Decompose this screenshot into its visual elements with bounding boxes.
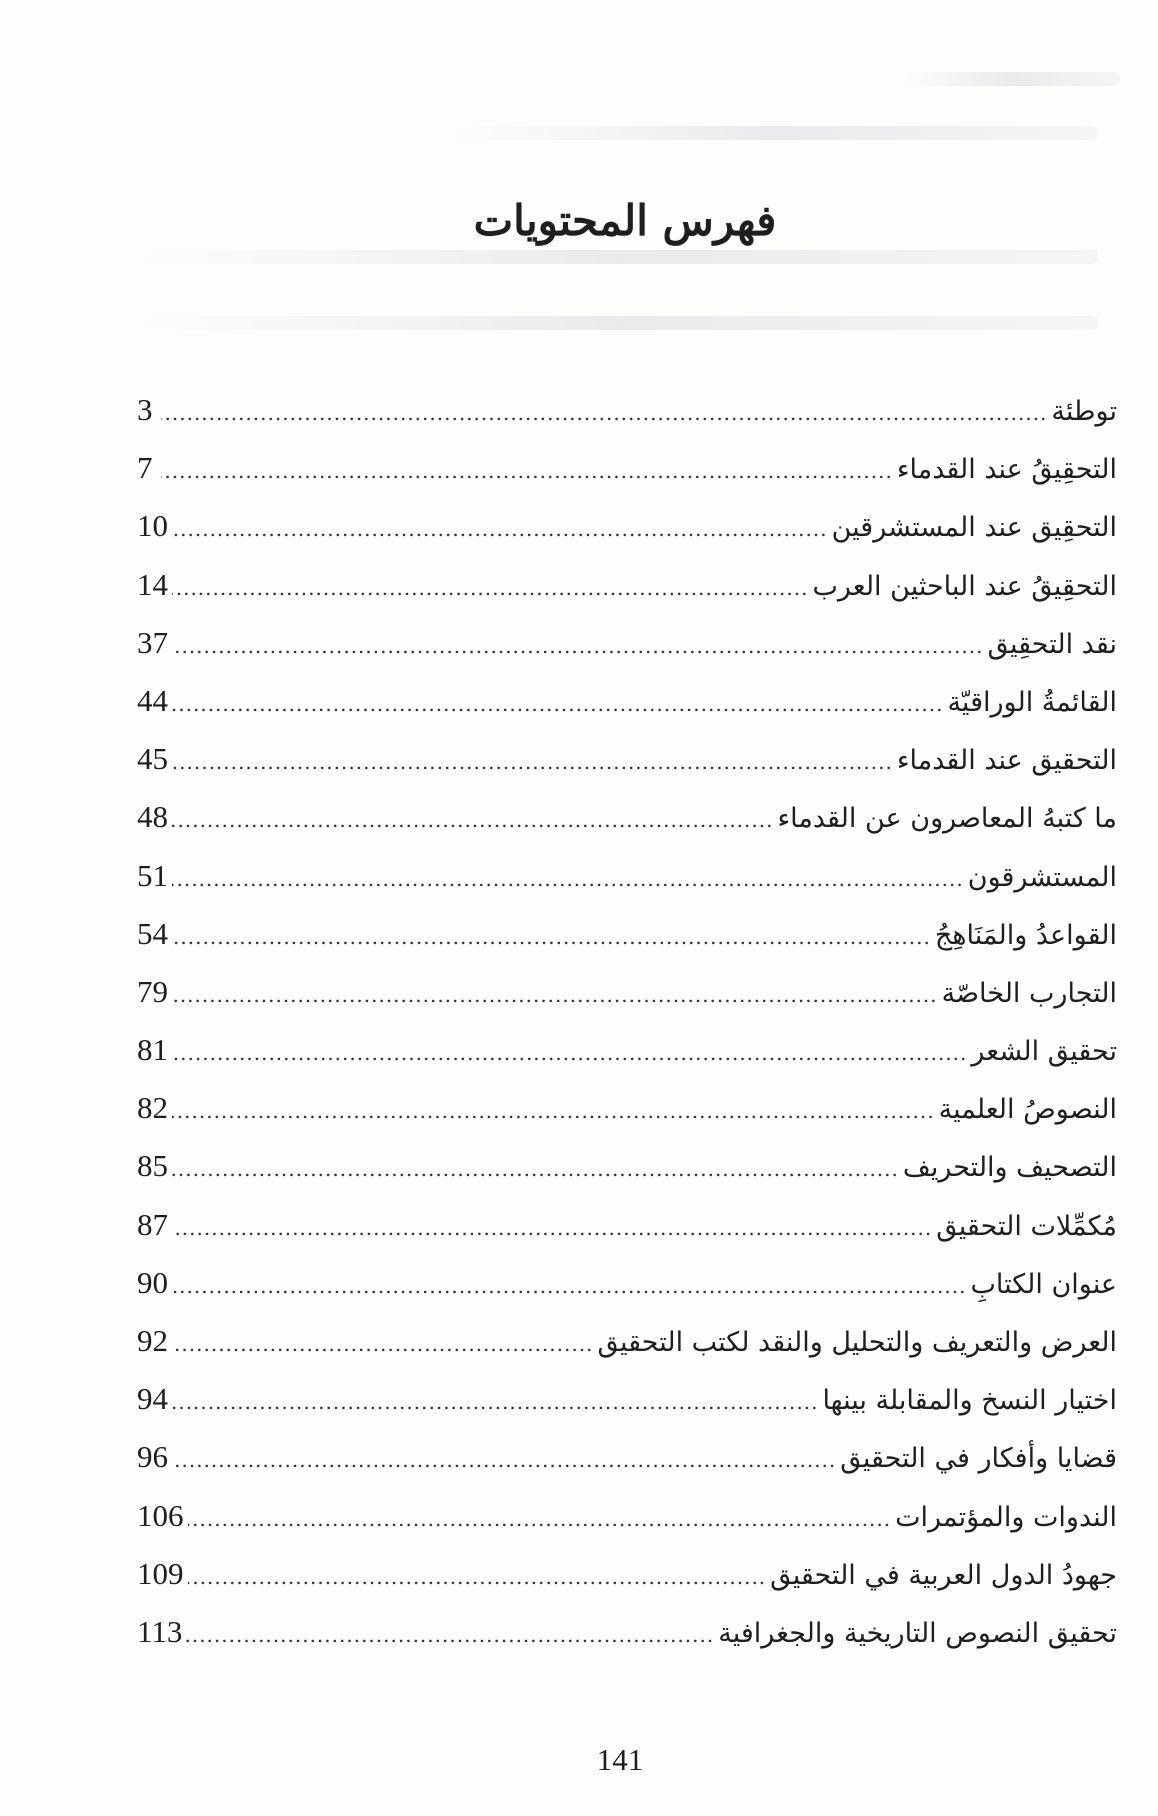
toc-entry-page: 87 — [137, 1206, 168, 1242]
toc-entry-title: نقد التحقِيق — [987, 628, 1117, 660]
toc-entry-title: القواعدُ والمَنَاهِجُ — [934, 919, 1117, 951]
dot-leader — [172, 1274, 966, 1298]
toc-entry-page: 37 — [137, 624, 168, 660]
toc-entry-title: التحقِيق عند المستشرقين — [831, 512, 1117, 544]
toc-entry — [137, 1614, 1117, 1672]
toc-entry-title: التحقيق عند القدماء — [896, 745, 1117, 777]
toc-entry — [137, 741, 1117, 799]
toc-entry — [137, 392, 1117, 450]
toc-entry — [137, 1556, 1117, 1614]
toc-entry-title: تحقيق النصوص التاريخية والجغرافية — [718, 1617, 1117, 1649]
toc-entry-page: 7 — [137, 450, 153, 486]
toc-entry — [137, 1439, 1117, 1497]
page-number: 141 — [596, 1742, 644, 1777]
toc-entry — [137, 683, 1117, 741]
toc-entry-title: التحقِيقُ عند الباحثين العرب — [812, 570, 1117, 602]
toc-entry-title: جهودُ الدول العربية في التحقيق — [770, 1559, 1117, 1591]
page-title: فهرس المحتويات — [473, 196, 777, 245]
toc-entry-title: العرض والتعريف والتحليل والنقد لكتب التحقيق — [597, 1327, 1117, 1358]
toc-entry-title: قضايا وأفكار في التحقيق — [840, 1443, 1117, 1475]
dot-leader — [172, 1157, 899, 1181]
toc-entry-title: عنوان الكتابِ — [970, 1268, 1117, 1300]
dot-leader — [172, 517, 828, 541]
toc-entry-page: 79 — [137, 973, 168, 1009]
show-through-text — [140, 316, 1098, 330]
show-through-text — [140, 250, 1098, 264]
dot-leader — [172, 925, 931, 949]
dot-leader — [172, 867, 964, 891]
toc-entry-page: 44 — [137, 682, 168, 718]
dot-leader — [172, 808, 773, 832]
toc-entry-title: الندوات والمؤتمرات — [895, 1501, 1117, 1533]
toc-entry — [137, 1498, 1117, 1556]
toc-entry-page: 96 — [137, 1439, 168, 1475]
toc-entry — [137, 567, 1117, 625]
dot-leader — [172, 983, 938, 1007]
toc-entry-page: 82 — [137, 1090, 168, 1126]
dot-leader — [188, 1565, 767, 1589]
toc-entry-page: 54 — [137, 915, 168, 951]
dot-leader — [172, 1390, 818, 1414]
toc-entry-title: اختيار النسخ والمقابلة بينها — [822, 1385, 1117, 1417]
dot-leader — [186, 1623, 714, 1647]
toc-entry-page: 106 — [137, 1497, 184, 1533]
show-through-text — [450, 126, 1098, 140]
toc-entry-page: 113 — [137, 1613, 183, 1649]
toc-entry-page: 51 — [137, 857, 168, 893]
toc-entry-title: القائمةُ الوراقيّة — [947, 686, 1117, 718]
table-of-contents — [137, 392, 1117, 1672]
toc-entry-page: 92 — [137, 1323, 168, 1358]
toc-entry — [137, 858, 1117, 916]
toc-entry — [137, 1032, 1117, 1090]
toc-entry-page: 94 — [137, 1381, 168, 1417]
dot-leader — [188, 1507, 892, 1531]
toc-entry-title: مُكمِّلات التحقيق — [936, 1210, 1117, 1242]
toc-entry-page: 85 — [137, 1148, 168, 1184]
dot-leader — [172, 634, 983, 658]
toc-entry-page: 81 — [137, 1032, 168, 1068]
toc-entry — [137, 1148, 1117, 1206]
toc-entry — [137, 1090, 1117, 1148]
toc-entry-page: 14 — [137, 566, 168, 602]
toc-entry — [137, 1265, 1117, 1323]
toc-entry-page: 45 — [137, 741, 168, 777]
dot-leader — [172, 750, 893, 774]
toc-entry — [137, 916, 1117, 974]
toc-entry-page: 109 — [137, 1555, 184, 1591]
dot-leader — [172, 576, 808, 600]
toc-entry — [137, 625, 1117, 683]
toc-entry — [137, 799, 1117, 857]
dot-leader — [161, 401, 1047, 425]
toc-entry-title: التجارب الخاصّة — [941, 977, 1117, 1009]
toc-entry-title: ما كتبهُ المعاصرون عن القدماء — [777, 803, 1117, 835]
toc-entry-title: المستشرقون — [967, 861, 1117, 893]
toc-entry-title: توطئة — [1051, 396, 1117, 427]
toc-entry — [137, 1323, 1117, 1381]
toc-entry — [137, 1381, 1117, 1439]
toc-entry-title: النصوصُ العلمية — [938, 1094, 1117, 1126]
toc-entry-page: 10 — [137, 508, 168, 544]
dot-leader — [172, 1099, 935, 1123]
toc-entry-page: 90 — [137, 1264, 168, 1300]
dot-leader — [172, 1041, 967, 1065]
dot-leader — [172, 692, 943, 716]
toc-entry-title: التحقِيقُ عند القدماء — [896, 454, 1117, 486]
toc-entry-title: التصحيف والتحريف — [902, 1152, 1117, 1184]
dot-leader — [172, 1332, 593, 1356]
toc-entry — [137, 974, 1117, 1032]
dot-leader — [172, 1448, 836, 1472]
show-through-text — [900, 72, 1120, 86]
toc-entry — [137, 1207, 1117, 1265]
toc-entry-title: تحقيق الشعر — [971, 1036, 1117, 1068]
toc-entry — [137, 450, 1117, 508]
toc-entry-page: 48 — [137, 799, 168, 835]
toc-entry — [137, 508, 1117, 566]
dot-leader — [161, 459, 893, 483]
dot-leader — [172, 1216, 932, 1240]
toc-entry-page: 3 — [137, 392, 153, 427]
